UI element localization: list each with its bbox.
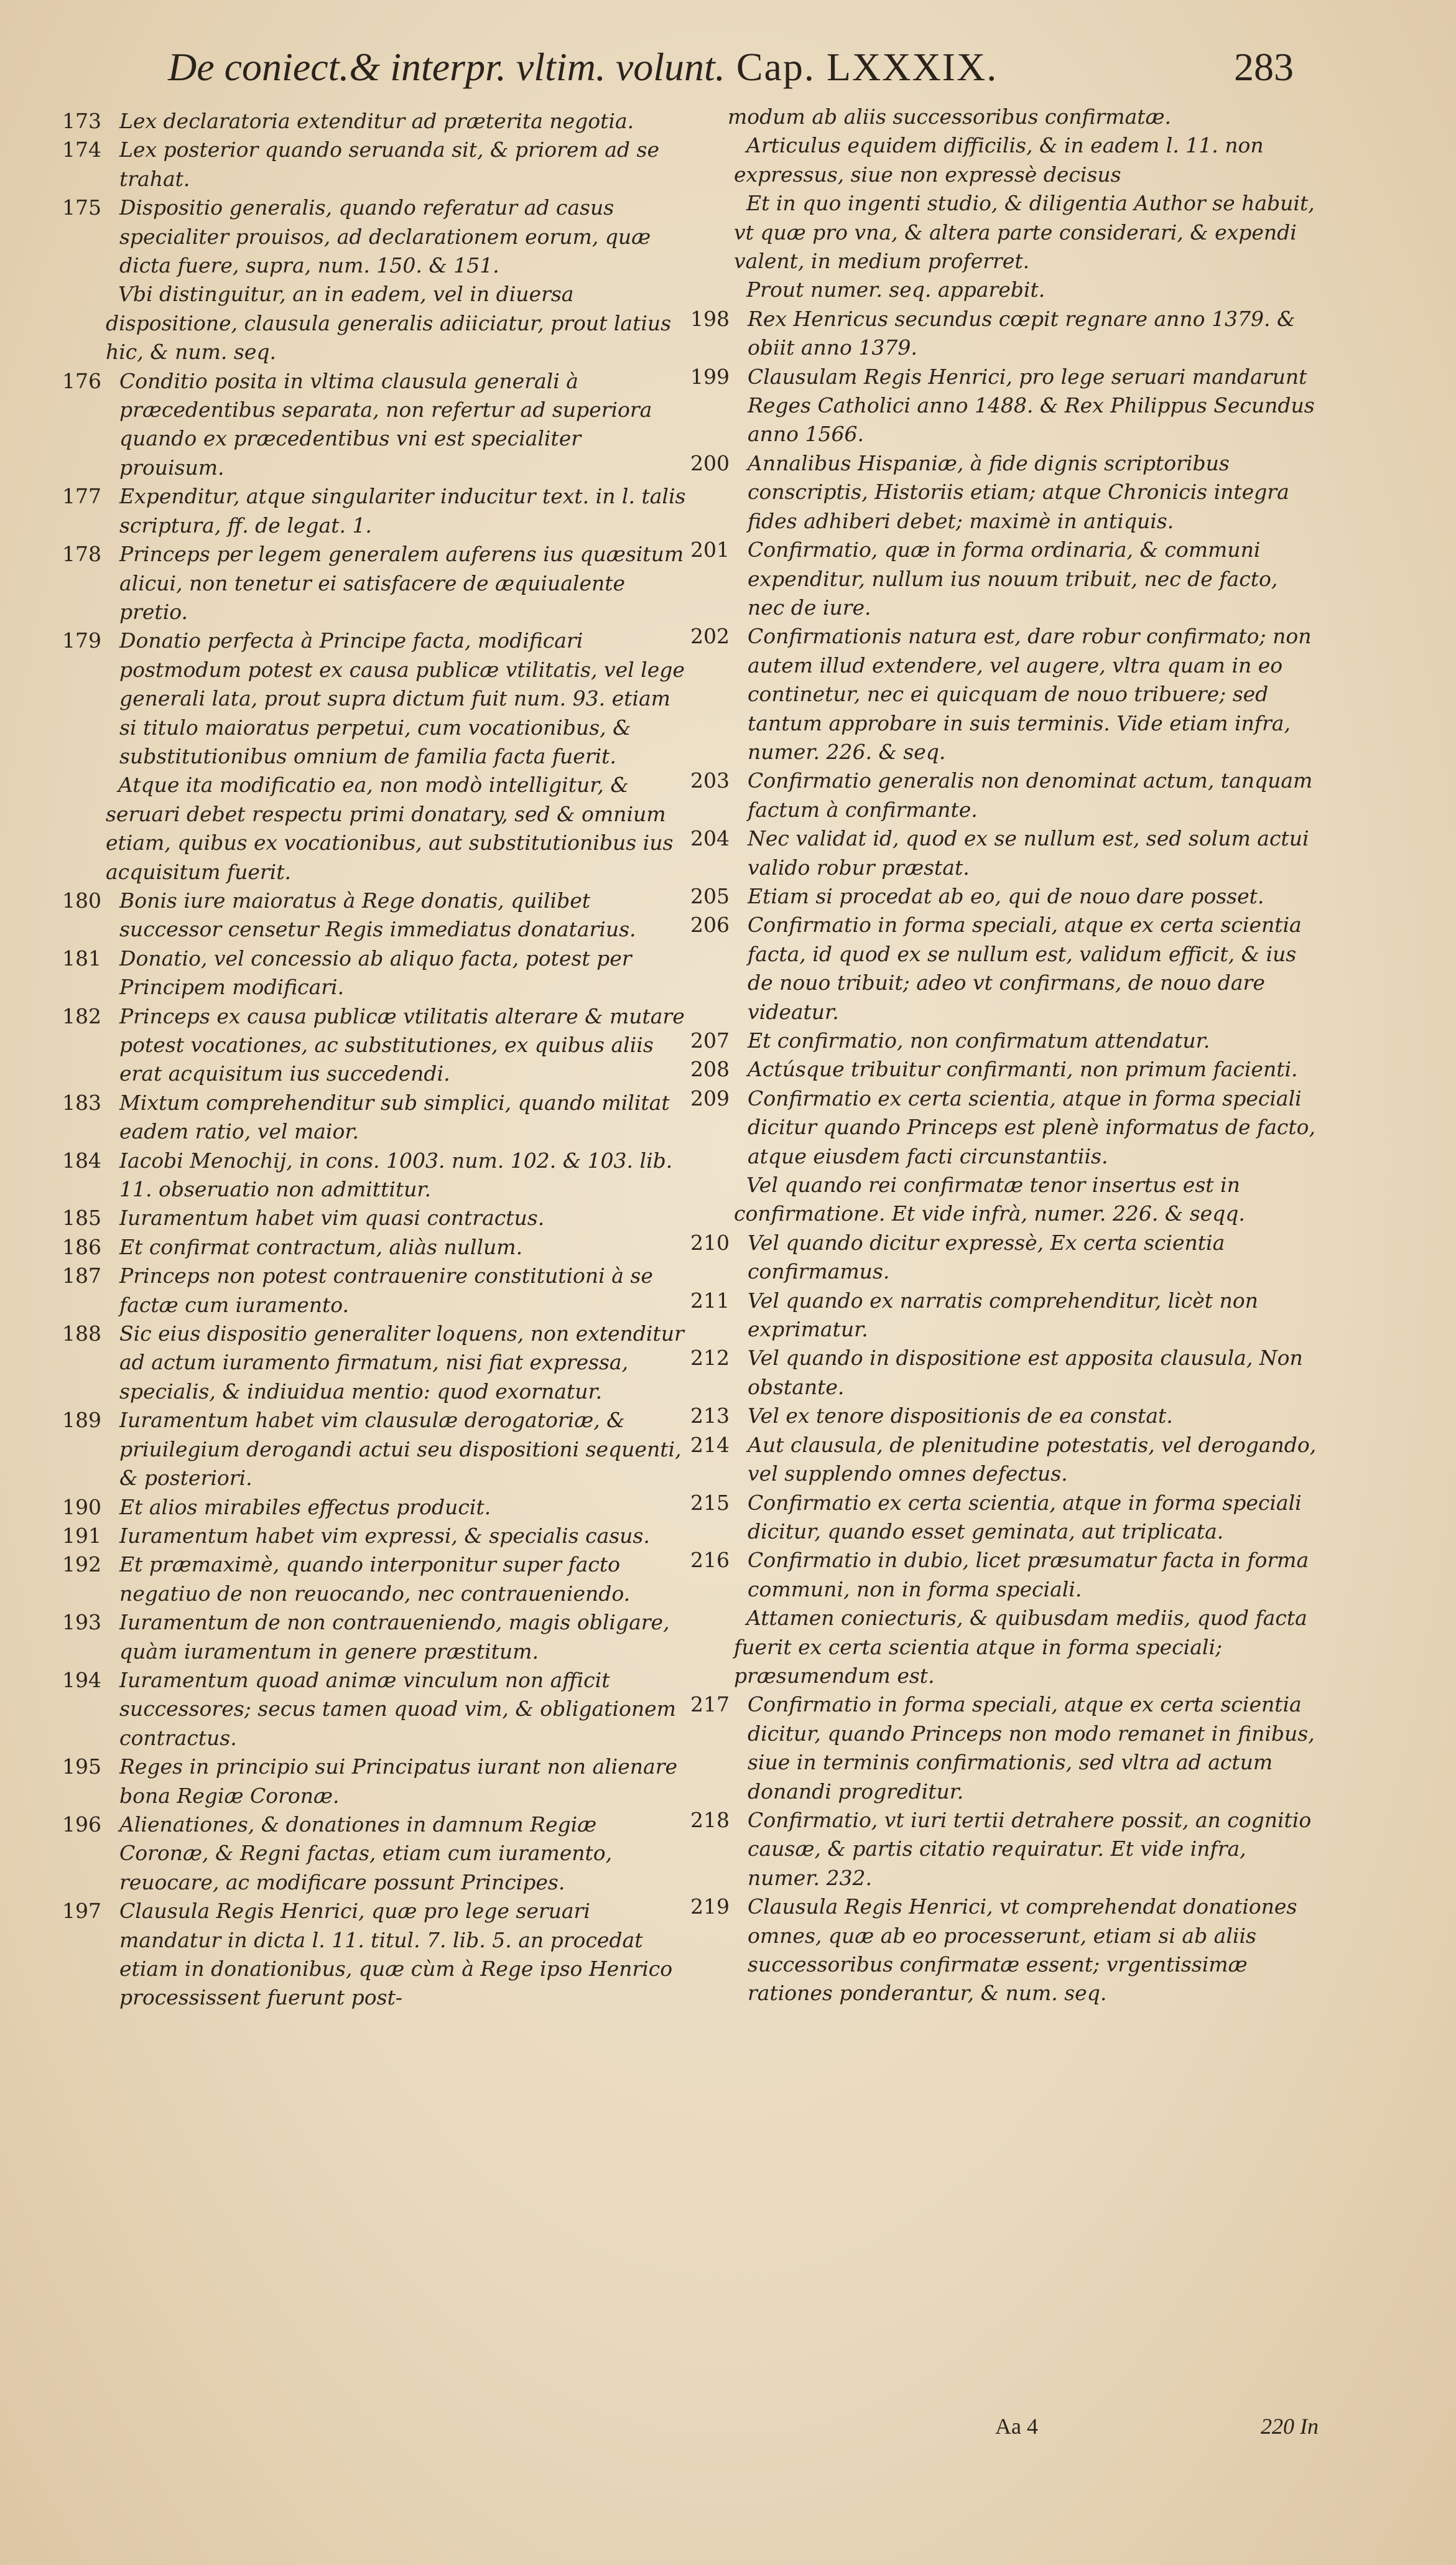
index-entry bbox=[690, 1546, 1319, 1604]
entry-text: Iuramentum quoad animæ vinculum non afficit successores; secus tamen quoad vim, & obligationem contractus. bbox=[119, 1667, 676, 1750]
index-entry bbox=[62, 1753, 690, 1810]
index-entry bbox=[690, 1489, 1319, 1547]
index-entry bbox=[62, 1320, 690, 1406]
entry-text: Sic eius dispositio generaliter loquens, non extenditur ad actum iuramento firmatum, nisi fiat expressa, specialis, & indiuidua mentio: quod exornatur. bbox=[119, 1321, 684, 1404]
page-footer bbox=[995, 2408, 1319, 2445]
index-entry bbox=[690, 1690, 1319, 1806]
entry-text: Iacobi Menochij, in cons. 1003. num. 102. & 103. lib. 11. obseruatio non admittitur. bbox=[119, 1148, 673, 1202]
index-entry-continuation bbox=[690, 1171, 1319, 1229]
entry-number: 185 bbox=[62, 1206, 101, 1231]
entry-text: Etiam si procedat ab eo, qui de nouo dare posset. bbox=[748, 883, 1264, 908]
index-entry-continuation bbox=[690, 189, 1319, 276]
catchword: 220 In bbox=[1261, 2414, 1319, 2439]
entry-number: 214 bbox=[690, 1432, 730, 1457]
entry-text: Donatio perfecta à Principe facta, modificari postmodum potest ex causa publicæ vtilitatis, vel lege generali lata, prout supra dictum fuit num. 93. etiam si titulo maioratus perpetui, cum vocationibus, & substitutionibus omnium de familia facta fuerit. bbox=[119, 628, 685, 768]
entry-number: 189 bbox=[62, 1408, 101, 1433]
entry-text: Annalibus Hispaniæ, à fide dignis scriptoribus conscriptis, Historiis etiam; atque Chronicis integra fides adhiberi debet; maximè in antiquis. bbox=[748, 450, 1289, 533]
left-column bbox=[62, 107, 690, 2403]
chapter-label: Cap. LXXXIX. bbox=[736, 45, 998, 89]
entry-number: 209 bbox=[690, 1086, 730, 1110]
index-entry bbox=[62, 626, 690, 771]
entry-number: 179 bbox=[62, 628, 101, 653]
entry-number: 195 bbox=[62, 1754, 101, 1779]
index-entry bbox=[690, 622, 1319, 766]
index-entry-continuation bbox=[690, 131, 1319, 189]
entry-text: Confirmatio generalis non denominat actum, tanquam factum à confirmante. bbox=[748, 768, 1313, 822]
entry-number: 190 bbox=[62, 1494, 101, 1519]
entry-number: 201 bbox=[690, 538, 730, 562]
entry-text: Reges in principio sui Principatus iurant non alienare bona Regiæ Coronæ. bbox=[119, 1754, 677, 1808]
index-entry bbox=[690, 449, 1319, 536]
right-column bbox=[690, 103, 1319, 2398]
entry-number: 191 bbox=[62, 1523, 101, 1548]
index-entry bbox=[62, 1897, 690, 2013]
entry-text: Et confirmatio, non confirmatum attendatur. bbox=[748, 1028, 1210, 1053]
entry-number: 183 bbox=[62, 1090, 101, 1115]
entry-number: 198 bbox=[690, 306, 730, 331]
running-header bbox=[168, 36, 1294, 98]
entry-number: 213 bbox=[690, 1404, 730, 1428]
entry-text: Vel quando ex narratis comprehenditur, licèt non exprimatur. bbox=[748, 1288, 1258, 1342]
entry-text: Iuramentum habet vim clausulæ derogatoriæ, & priuilegium derogandi actui seu dispositioni sequenti, & posteriori. bbox=[119, 1408, 682, 1491]
entry-text: Princeps ex causa publicæ vtilitatis alterare & mutare potest vocationes, ac substitutiones, ex quibus aliis erat acquisitum ius succedendi. bbox=[119, 1003, 685, 1086]
index-entry bbox=[62, 944, 690, 1002]
entry-text: Vel quando dicitur expressè, Ex certa scientia confirmamus. bbox=[748, 1230, 1225, 1284]
entry-number: 187 bbox=[62, 1264, 101, 1288]
entry-text: Lex declaratoria extenditur ad præterita negotia. bbox=[119, 109, 634, 133]
entry-number: 177 bbox=[62, 484, 101, 509]
index-entry bbox=[62, 1204, 690, 1232]
entry-number: 184 bbox=[62, 1148, 101, 1173]
entry-text: Et præmaximè, quando interponitur super facto negatiuo de non reuocando, nec contraueniendo. bbox=[119, 1552, 631, 1606]
entry-number: 200 bbox=[690, 450, 730, 475]
header-title: De coniect.& interpr. vltim. volunt. bbox=[168, 45, 725, 89]
entry-text: Princeps per legem generalem auferens ius quæsitum alicui, non tenetur ei satisfacere de æquiualente pretio. bbox=[119, 542, 684, 624]
entry-text: modum ab aliis successoribus confirmatæ. bbox=[728, 105, 1172, 129]
entry-text: Et alios mirabiles effectus producit. bbox=[119, 1494, 491, 1519]
index-entry bbox=[690, 1402, 1319, 1430]
index-entry bbox=[690, 305, 1319, 363]
entry-text: Actúsque tribuitur confirmanti, non primum facienti. bbox=[748, 1057, 1298, 1082]
index-entry bbox=[690, 1084, 1319, 1171]
entry-text: Princeps non potest contrauenire constitutioni à se factæ cum iuramento. bbox=[119, 1264, 653, 1317]
index-entry bbox=[62, 107, 690, 136]
index-entry bbox=[690, 824, 1319, 882]
entry-text: Nec validat id, quod ex se nullum est, sed solum actui valido robur præstat. bbox=[748, 826, 1309, 880]
entry-text: Mixtum comprehenditur sub simplici, quando militat eadem ratio, vel maior. bbox=[119, 1090, 670, 1144]
entry-number: 207 bbox=[690, 1028, 730, 1053]
entry-number: 203 bbox=[690, 768, 730, 793]
index-entry bbox=[62, 1147, 690, 1204]
entry-number: 175 bbox=[62, 195, 101, 220]
entry-number: 204 bbox=[690, 826, 730, 851]
entry-number: 197 bbox=[62, 1899, 101, 1924]
index-entry bbox=[62, 193, 690, 280]
entry-number: 174 bbox=[62, 137, 101, 162]
index-entry bbox=[62, 1262, 690, 1320]
index-entry bbox=[62, 1608, 690, 1666]
entry-text: Bonis iure maioratus à Rege donatis, quilibet successor censetur Regis immediatus donatarius. bbox=[119, 888, 636, 942]
index-entry bbox=[62, 136, 690, 193]
index-entry bbox=[62, 1406, 690, 1492]
index-entry bbox=[62, 1522, 690, 1550]
entry-text: Et in quo ingenti studio, & diligentia Author se habuit, vt quæ pro vna, & altera parte considerari, & expendi valent, in medium proferret. bbox=[734, 191, 1315, 274]
entry-text: Attamen coniecturis, & quibusdam mediis, quod facta fuerit ex certa scientia atque in forma speciali; præsumendum est. bbox=[734, 1606, 1307, 1688]
entry-text: Rex Henricus secundus cœpit regnare anno 1379. & obiit anno 1379. bbox=[748, 306, 1296, 360]
page-number: 283 bbox=[1234, 45, 1294, 89]
entry-text: Expenditur, atque singulariter inducitur text. in l. talis scriptura, ff. de legat. 1. bbox=[119, 484, 686, 538]
index-entry-continuation bbox=[62, 771, 690, 887]
index-entry bbox=[62, 1666, 690, 1753]
index-entry bbox=[62, 1810, 690, 1897]
index-entry bbox=[62, 1550, 690, 1608]
entry-text: Clausula Regis Henrici, vt comprehendat donationes omnes, quæ ab eo processerunt, etiam si ab aliis successoribus confirmatæ essent; vrgentissimæ rationes ponderantur, & num. seq. bbox=[748, 1894, 1297, 2006]
index-entry bbox=[690, 911, 1319, 1026]
entry-number: 178 bbox=[62, 542, 101, 567]
entry-number: 176 bbox=[62, 368, 101, 393]
entry-text: Articulus equidem difficilis, & in eadem l. 11. non expressus, siue non expressè decisus bbox=[734, 133, 1264, 187]
entry-text: Iuramentum habet vim expressi, & specialis casus. bbox=[119, 1523, 650, 1548]
entry-number: 202 bbox=[690, 624, 730, 649]
index-entry bbox=[690, 766, 1319, 824]
entry-text: Lex posterior quando seruanda sit, & priorem ad se trahat. bbox=[119, 137, 659, 191]
entry-number: 206 bbox=[690, 913, 730, 938]
index-entry-continuation bbox=[62, 280, 690, 366]
index-entry bbox=[690, 1431, 1319, 1489]
entry-text: Vel ex tenore dispositionis de ea constat. bbox=[748, 1404, 1173, 1428]
entry-text: Confirmatio, quæ in forma ordinaria, & communi expenditur, nullum ius nouum tribuit, nec de facto, nec de iure. bbox=[748, 538, 1278, 620]
entry-number: 219 bbox=[690, 1894, 730, 1919]
index-entry bbox=[690, 536, 1319, 622]
entry-number: 196 bbox=[62, 1812, 101, 1836]
entry-text: Vel quando rei confirmatæ tenor insertus est in confirmatione. Et vide infrà, numer. 226. & seqq. bbox=[734, 1173, 1245, 1226]
entry-text: Prout numer. seq. apparebit. bbox=[746, 277, 1046, 302]
entry-text: Confirmatio in forma speciali, atque ex certa scientia dicitur, quando Princeps non modo remanet in finibus, siue in terminis confirmationis, sed vltra ad actum donandi progreditur. bbox=[748, 1692, 1315, 1804]
entry-text: Confirmatio, vt iuri tertii detrahere possit, an cognitio causæ, & partis citatio requiratur. Et vide infra, numer. 232. bbox=[748, 1807, 1312, 1890]
entry-number: 212 bbox=[690, 1346, 730, 1371]
entry-text: Dispositio generalis, quando referatur ad casus specialiter prouisos, ad declarationem eorum, quæ dicta fuere, supra, num. 150. & 151. bbox=[119, 195, 651, 278]
index-entry bbox=[62, 887, 690, 944]
entry-number: 218 bbox=[690, 1807, 730, 1832]
entry-number: 210 bbox=[690, 1230, 730, 1255]
signature-mark: Aa 4 bbox=[995, 2414, 1038, 2439]
entry-text: Clausula Regis Henrici, quæ pro lege seruari mandatur in dicta l. 11. titul. 7. lib. 5. an procedat etiam in donationibus, quæ cùm à Rege ipso Henrico processissent fuerunt post- bbox=[119, 1899, 673, 2010]
entry-number: 215 bbox=[690, 1490, 730, 1515]
index-entry bbox=[62, 482, 690, 540]
entry-number: 205 bbox=[690, 883, 730, 908]
entry-text: Donatio, vel concessio ab aliquo facta, potest per Principem modificari. bbox=[119, 946, 632, 1000]
entry-number: 194 bbox=[62, 1667, 101, 1692]
index-entry bbox=[690, 882, 1319, 911]
index-entry bbox=[62, 1233, 690, 1262]
index-entry bbox=[690, 1026, 1319, 1055]
entry-text: Vel quando in dispositione est apposita clausula, Non obstante. bbox=[748, 1346, 1303, 1399]
entry-number: 188 bbox=[62, 1321, 101, 1346]
entry-text: Alienationes, & donationes in damnum Regiæ Coronæ, & Regni factas, etiam cum iuramento, reuocare, ac modificare possunt Principes. bbox=[119, 1812, 613, 1894]
entry-text: Confirmatio ex certa scientia, atque in forma speciali dicitur, quando esset geminata, aut triplicata. bbox=[748, 1490, 1302, 1543]
entry-text: Confirmatio ex certa scientia, atque in forma speciali dicitur quando Princeps est plenè informatus de facto, atque eiusdem facti circunstantiis. bbox=[748, 1086, 1316, 1168]
entry-text: Aut clausula, de plenitudine potestatis, vel derogando, vel supplendo omnes defectus. bbox=[748, 1432, 1317, 1486]
index-entry-continuation bbox=[690, 276, 1319, 304]
index-entry bbox=[62, 367, 690, 483]
entry-text: Et confirmat contractum, aliàs nullum. bbox=[119, 1234, 523, 1259]
entry-text: Confirmatio in forma speciali, atque ex certa scientia facta, id quod ex se nullum est, validum efficit, & ius de nouo tribuit; adeo vt confirmans, de nouo dare videatur. bbox=[748, 913, 1302, 1024]
index-entry bbox=[690, 1806, 1319, 1892]
entry-number: 208 bbox=[690, 1057, 730, 1082]
index-entry bbox=[690, 1055, 1319, 1084]
entry-text: Vbi distinguitur, an in eadem, vel in diuersa dispositione, clausula generalis adiiciatur, prout latius hic, & num. seq. bbox=[106, 282, 672, 365]
index-entry bbox=[62, 1493, 690, 1522]
entry-number: 186 bbox=[62, 1234, 101, 1259]
entry-number: 211 bbox=[690, 1288, 730, 1313]
index-entry bbox=[690, 1229, 1319, 1287]
index-entry bbox=[690, 1344, 1319, 1402]
index-entry bbox=[690, 1287, 1319, 1344]
entry-number: 199 bbox=[690, 364, 730, 389]
entry-text: Confirmationis natura est, dare robur confirmato; non autem illud extendere, vel augere, vltra quam in eo continetur, nec ei quicquam de nouo tribuere; sed tantum approbare in suis terminis. Vide etiam infra, numer. 226. & seq. bbox=[748, 624, 1312, 764]
index-entry bbox=[62, 1089, 690, 1147]
entry-text: Atque ita modificatio ea, non modò intelligitur, & seruari debet respectu primi donatary, sed & omnium etiam, quibus ex vocationibus, aut substitutionibus ius acquisitum fuerit. bbox=[106, 773, 674, 884]
entry-number: 182 bbox=[62, 1003, 101, 1028]
entry-number: 180 bbox=[62, 888, 101, 913]
entry-number: 216 bbox=[690, 1548, 730, 1573]
entry-number: 193 bbox=[62, 1610, 101, 1635]
entry-text: Confirmatio in dubio, licet præsumatur facta in forma communi, non in forma speciali. bbox=[748, 1548, 1309, 1601]
index-entry bbox=[62, 540, 690, 626]
entry-text: Clausulam Regis Henrici, pro lege seruari mandarunt Reges Catholici anno 1488. & Rex Philippus Secundus anno 1566. bbox=[748, 364, 1315, 447]
entry-text: Conditio posita in vltima clausula generali à præcedentibus separata, non refertur ad superiora quando ex præcedentibus vni est specialiter prouisum. bbox=[119, 368, 652, 480]
index-entry bbox=[690, 363, 1319, 449]
entry-text: Iuramentum de non contraueniendo, magis obligare, quàm iuramentum in genere præstitum. bbox=[119, 1610, 670, 1664]
entry-text: Iuramentum habet vim quasi contractus. bbox=[119, 1206, 545, 1231]
entry-number: 217 bbox=[690, 1692, 730, 1717]
entry-number: 181 bbox=[62, 946, 101, 971]
entry-number: 192 bbox=[62, 1552, 101, 1577]
index-entry-continuation bbox=[690, 103, 1319, 131]
index-entry bbox=[690, 1892, 1319, 2008]
index-entry bbox=[62, 1002, 690, 1089]
index-entry-continuation bbox=[690, 1604, 1319, 1690]
entry-number: 173 bbox=[62, 109, 101, 133]
